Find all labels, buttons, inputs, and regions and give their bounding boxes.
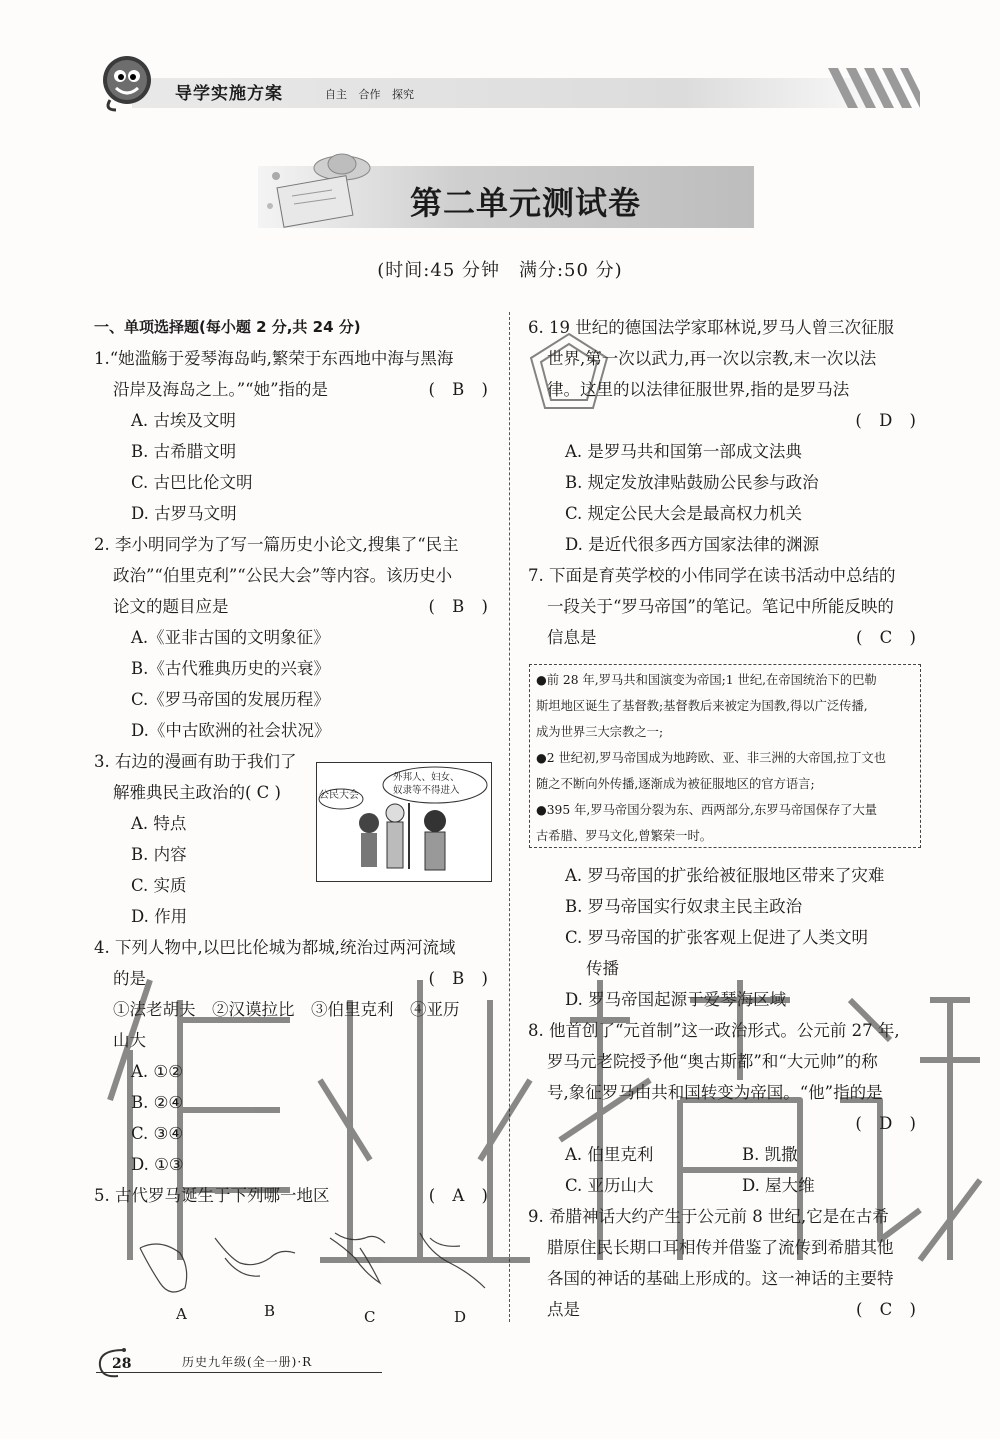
- footer-text: 历史九年级(全一册)·R: [182, 1355, 313, 1369]
- right-column-lower: [528, 860, 922, 1325]
- question-4-option-a: A. ①②: [131, 1062, 183, 1081]
- question-3-option-b: B. 内容: [131, 845, 187, 864]
- question-4-line-1: 4. 下列人物中,以巴比伦城为都城,统治过两河流域: [94, 938, 456, 957]
- question-9-line-4: [528, 1294, 922, 1325]
- question-2-stem: 论文的题目应是: [113, 597, 229, 616]
- note-line: ●395 年,罗马帝国分裂为东、西两部分,东罗马帝国保存了大量: [536, 803, 878, 817]
- unit-title: 第二单元测试卷: [410, 184, 642, 222]
- question-7-option-b: B. 罗马帝国实行奴隶主民主政治: [565, 897, 803, 916]
- question-4-stem: 的是: [113, 969, 146, 988]
- question-6-line-3: 律。这里的以法律征服世界,指的是罗马法: [547, 380, 850, 399]
- question-3-option-c: C. 实质: [131, 876, 187, 895]
- section-title: 一、单项选择题(每小题 2 分,共 24 分): [94, 318, 361, 336]
- question-3-option-a: A. 特点: [131, 814, 187, 833]
- question-8-answer-line: [528, 1108, 922, 1139]
- question-9-line-1: 9. 希腊神话大约产生于公元前 8 世纪,它是在古希: [528, 1207, 889, 1226]
- question-1-option-b: B. 古希腊文明: [131, 442, 237, 461]
- question-7-line-2: 一段关于“罗马帝国”的笔记。笔记中所能反映的: [547, 597, 894, 616]
- question-6-option-c: C. 规定公民大会是最高权力机关: [565, 504, 803, 523]
- question-7-option-c-cont: 传播: [586, 959, 619, 978]
- question-5-stem: 5. 古代罗马诞生于下列哪一地区: [94, 1186, 330, 1205]
- question-2-answer: ( B ): [428, 597, 494, 616]
- question-5-answer: ( A ): [428, 1186, 494, 1205]
- question-4-answer: ( B ): [428, 969, 494, 988]
- mascot-icon: [96, 52, 158, 114]
- note-line: 斯坦地区诞生了基督教;基督教后来被定为国教,得以广泛传播,: [536, 699, 868, 713]
- question-1-option-a: A. 古埃及文明: [131, 411, 236, 430]
- question-8-option-c: C. 亚历山大: [565, 1176, 654, 1195]
- question-1-option-c: C. 古巴比伦文明: [131, 473, 253, 492]
- question-6-line-1: 6. 19 世纪的德国法学家耶林说,罗马人曾三次征服: [528, 318, 894, 337]
- question-1-option-d: D. 古罗马文明: [131, 504, 237, 523]
- question-8-option-b: B. 凯撒: [742, 1145, 798, 1164]
- question-8-line-1: 8. 他首创了“元首制”这一政治形式。公元前 27 年,: [528, 1021, 900, 1040]
- question-8-options-cd: [528, 1170, 922, 1201]
- question-8-answer: ( D ): [855, 1114, 922, 1133]
- question-6-option-a: A. 是罗马共和国第一部成文法典: [565, 442, 802, 461]
- question-4-line-3: ①法老胡夫 ②汉谟拉比 ③伯里克利 ④亚历: [113, 1000, 460, 1019]
- question-6-option-d: D. 是近代很多西方国家法律的渊源: [565, 535, 820, 554]
- cartoon-label: 公民大会: [319, 790, 359, 801]
- map-label-b: B: [264, 1302, 276, 1320]
- question-8-option-d: D. 屋大维: [742, 1176, 815, 1195]
- question-8-options-ab: [528, 1139, 922, 1170]
- question-3-line-2: 解雅典民主政治的( C ): [113, 783, 281, 802]
- question-4-option-d: D. ①③: [131, 1155, 184, 1174]
- question-1-answer: ( B ): [428, 380, 494, 399]
- question-2-option-a: A.《亚非古国的文明象征》: [131, 628, 330, 647]
- question-6-line-2: 世界,第一次以武力,再一次以宗教,末一次以法: [547, 349, 877, 368]
- question-2-option-c: C.《罗马帝国的发展历程》: [131, 690, 330, 709]
- note-line: 成为世界三大宗教之一;: [536, 725, 664, 739]
- question-7-stem: 信息是: [547, 628, 597, 647]
- question-2-line-2: 政治”“伯里克利”“公民大会”等内容。该历史小: [113, 566, 453, 585]
- note-line: 古希腊、罗马文化,曾繁荣一时。: [536, 829, 713, 843]
- question-6-answer-line: [528, 405, 922, 436]
- note-line: ●前 28 年,罗马共和国演变为帝国;1 世纪,在帝国统治下的巴勒: [536, 673, 877, 687]
- question-7-option-c: C. 罗马帝国的扩张客观上促进了人类文明: [565, 928, 869, 947]
- question-4-option-b: B. ②④: [131, 1093, 184, 1112]
- question-1-line-2: [94, 374, 494, 405]
- question-9-stem: 点是: [547, 1300, 580, 1319]
- question-5-line-1: [94, 1180, 494, 1211]
- question-2-option-d: D.《中古欧洲的社会状况》: [131, 721, 331, 740]
- question-2-line-1: 2. 李小明同学为了写一篇历史小论文,搜集了“民主: [94, 535, 459, 554]
- question-7-option-d: D. 罗马帝国起源于爱琴海区域: [565, 990, 787, 1009]
- header-subtitle: 自主 合作 探究: [325, 88, 414, 101]
- question-9-line-3: 各国的神话的基础上形成的。这一神话的主要特: [547, 1269, 894, 1288]
- question-4-line-4: 山大: [113, 1031, 146, 1050]
- note-line: ●2 世纪初,罗马帝国成为地跨欧、亚、非三洲的大帝国,拉丁文也: [536, 751, 886, 765]
- cartoon-bubble-line-1: 外邦人、妇女、: [393, 772, 460, 783]
- exam-info: (时间:45 分钟 满分:50 分): [377, 260, 623, 281]
- question-1-line-1: 1.“她滥觞于爱琴海岛屿,繁荣于东西地中海与黑海: [94, 349, 454, 368]
- question-9-answer: ( C ): [856, 1300, 922, 1319]
- header-title: 导学实施方案: [175, 84, 283, 104]
- column-divider: [509, 312, 510, 1322]
- question-6-option-b: B. 规定发放津贴鼓励公民参与政治: [565, 473, 819, 492]
- question-8-option-a: A. 伯里克利: [565, 1145, 654, 1164]
- map-d-outline: [420, 1233, 485, 1288]
- question-2-option-b: B.《古代雅典历史的兴衰》: [131, 659, 330, 678]
- question-4-option-c: C. ③④: [131, 1124, 184, 1143]
- question-8-line-2: 罗马元老院授予他“奥古斯都”和“大元帅”的称: [547, 1052, 878, 1071]
- question-8-line-3: 号,象征罗马由共和国转变为帝国。“他”指的是: [547, 1083, 883, 1102]
- page-number: 28: [112, 1356, 132, 1372]
- header-stripes-decoration: [820, 68, 920, 108]
- question-6-answer: ( D ): [855, 411, 922, 430]
- question-7-line-3: [528, 622, 922, 653]
- question-4-line-2: [94, 963, 494, 994]
- q5-map-sketches: [130, 1228, 492, 1298]
- note-line: 随之不断向外传播,逐渐成为被征服地区的官方语言;: [536, 777, 815, 791]
- cartoon-bubble-line-2: 奴隶等不得进入: [393, 785, 460, 796]
- question-7-answer: ( C ): [856, 628, 922, 647]
- question-1-stem: 沿岸及海岛之上。”“她”指的是: [113, 380, 329, 399]
- question-9-line-2: 腊原住民长期口耳相传并借鉴了流传到希腊其他: [547, 1238, 894, 1257]
- footer-line: [96, 1372, 382, 1373]
- question-7-option-a: A. 罗马帝国的扩张给被征服地区带来了灾难: [565, 866, 885, 885]
- map-a-outline: [140, 1244, 187, 1292]
- question-3-line-1: 3. 右边的漫画有助于我们了: [94, 752, 297, 771]
- books-hat-decoration: [262, 146, 382, 230]
- map-label-c: C: [364, 1308, 376, 1326]
- question-7-line-1: 7. 下面是育英学校的小伟同学在读书活动中总结的: [528, 566, 896, 585]
- q7-notes-box: [529, 664, 921, 848]
- question-2-line-3: [94, 591, 494, 622]
- question-3-option-d: D. 作用: [131, 907, 188, 926]
- map-label-a: A: [176, 1305, 187, 1323]
- map-label-d: D: [454, 1308, 467, 1326]
- map-c-outline: [330, 1238, 380, 1283]
- q3-cartoon: [316, 762, 492, 882]
- right-column: [528, 312, 922, 653]
